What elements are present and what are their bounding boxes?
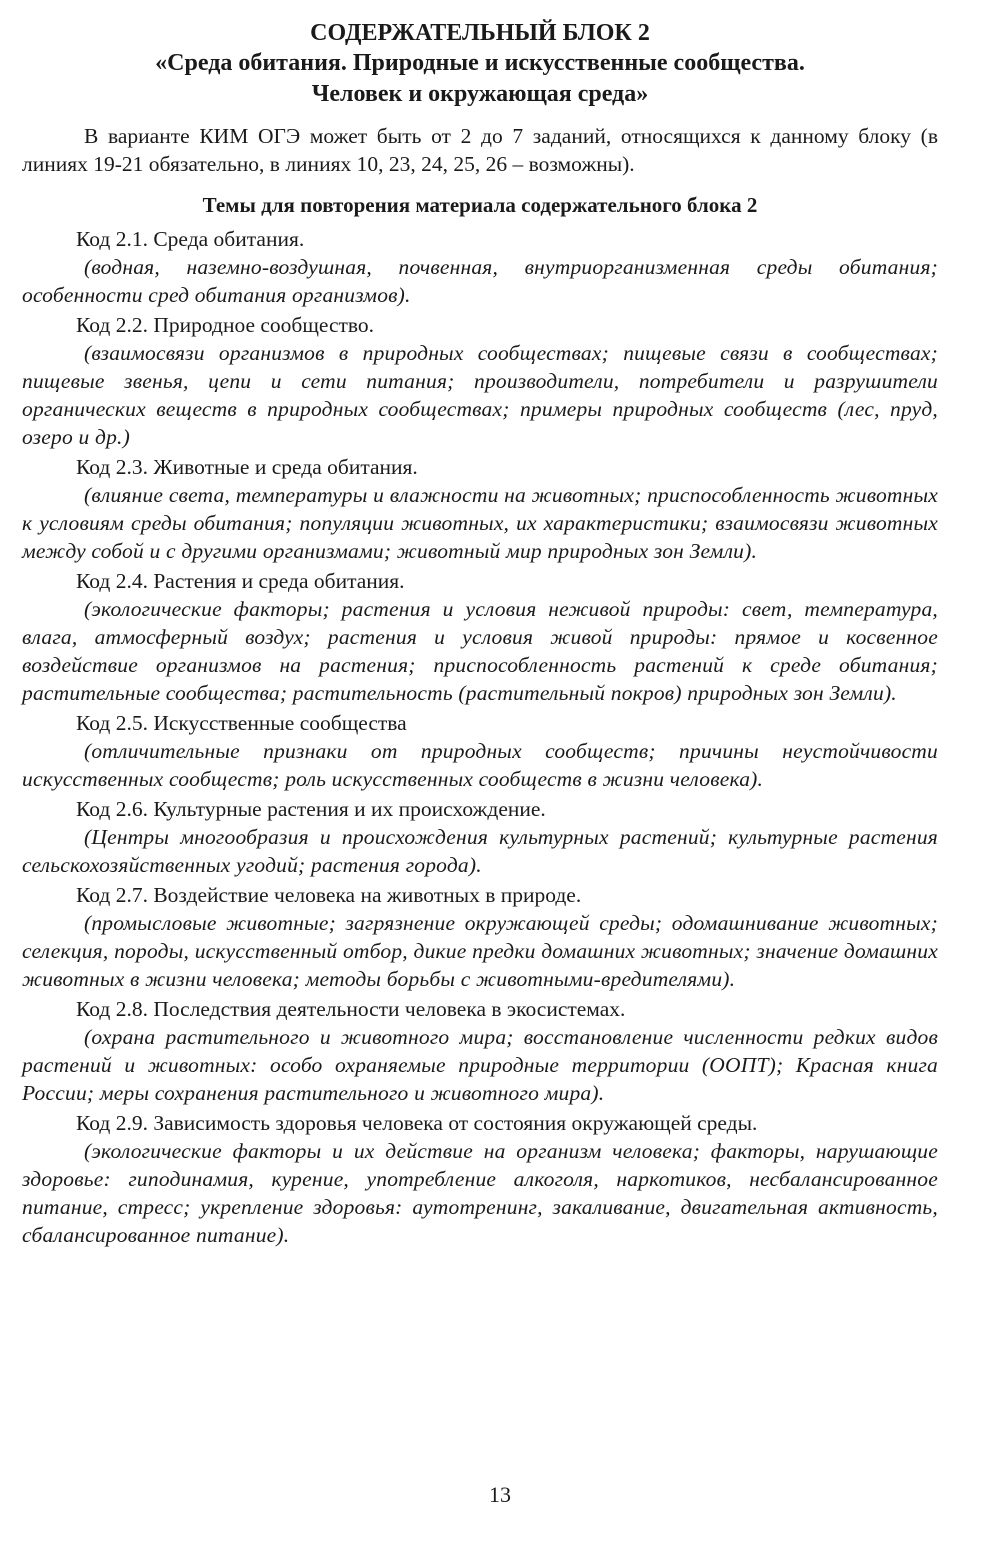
code-item-2-9 xyxy=(22,1109,938,1249)
block-title: СОДЕРЖАТЕЛЬНЫЙ БЛОК 2 xyxy=(310,20,650,46)
code-item-2-3 xyxy=(22,453,938,565)
document-page xyxy=(22,18,938,1251)
code-item-2-6 xyxy=(22,795,938,879)
code-title: Код 2.9. Зависимость здоровья человека от состояния окружающей среды. xyxy=(76,1111,758,1135)
code-title: Код 2.1. Среда обитания. xyxy=(76,227,305,251)
block-subtitle-line-1: «Среда обитания. Природные и искусственные сообщества. xyxy=(155,50,805,76)
code-description: (охрана растительного и животного мира; восстановление численности редких видов растений и животных: особо охраняемые природные территории (ООПТ); Красная книга России; меры сохранения растительного и животного мира). xyxy=(22,1025,938,1105)
code-description: (отличительные признаки от природных сообществ; причины неустойчивости искусственных сообществ; роль искусственных сообществ в жизни человека). xyxy=(22,739,938,791)
code-description: (Центры многообразия и происхождения культурных растений; культурные растения сельскохозяйственных угодий; растения города). xyxy=(22,825,938,877)
page-number: 13 xyxy=(489,1482,511,1507)
code-description: (взаимосвязи организмов в природных сообществах; пищевые связи в сообществах; пищевые звенья, цепи и сети питания; производители, потребители и разрушители органических веществ в природных сообществах; примеры природных сообществ (лес, пруд, озеро и др.) xyxy=(22,341,938,449)
code-item-2-7 xyxy=(22,881,938,993)
code-description: (водная, наземно-воздушная, почвенная, внутриорганизменная среды обитания; особенности сред обитания организмов). xyxy=(22,255,938,307)
code-item-2-8 xyxy=(22,995,938,1107)
code-title: Код 2.6. Культурные растения и их происхождение. xyxy=(76,797,546,821)
intro-paragraph: В варианте КИМ ОГЭ может быть от 2 до 7 заданий, относящихся к данному блоку (в линиях 19-21 обязательно, в линиях 10, 23, 24, 25, 26 – возможны). xyxy=(22,124,938,176)
code-item-2-1 xyxy=(22,225,938,309)
topics-heading: Темы для повторения материала содержательного блока 2 xyxy=(202,193,758,217)
code-description: (экологические факторы; растения и условия неживой природы: свет, температура, влага, атмосферный воздух; растения и условия живой природы: прямое и косвенное воздействие организмов на растения; приспособленность растений к среде обитания; растительные сообщества; растительность (растительный покров) природных зон Земли). xyxy=(22,597,938,705)
code-title: Код 2.7. Воздействие человека на животных в природе. xyxy=(76,883,582,907)
code-list xyxy=(22,225,938,1249)
code-item-2-5 xyxy=(22,709,938,793)
code-item-2-2 xyxy=(22,311,938,451)
code-title: Код 2.4. Растения и среда обитания. xyxy=(76,569,405,593)
code-title: Код 2.3. Животные и среда обитания. xyxy=(76,455,418,479)
code-title: Код 2.8. Последствия деятельности человека в экосистемах. xyxy=(76,997,626,1021)
code-item-2-4 xyxy=(22,567,938,707)
code-title: Код 2.5. Искусственные сообщества xyxy=(76,711,407,735)
code-description: (промысловые животные; загрязнение окружающей среды; одомашнивание животных; селекция, породы, искусственный отбор, дикие предки домашних животных; значение домашних животных в жизни человека; методы борьбы с животными-вредителями). xyxy=(22,911,938,991)
code-title: Код 2.2. Природное сообщество. xyxy=(76,313,375,337)
block-subtitle-line-2: Человек и окружающая среда» xyxy=(311,81,649,107)
code-description: (экологические факторы и их действие на организм человека; факторы, нарушающие здоровье: гиподинамия, курение, употребление алкоголя, наркотиков, несбалансированное питание, стресс; укрепление здоровья: аутотренинг, закаливание, двигательная активность, сбалансированное питание). xyxy=(22,1139,938,1247)
code-description: (влияние света, температуры и влажности на животных; приспособленность животных к условиям среды обитания; популяции животных, их характеристики; взаимосвязи животных между собой и с другими организмами; животный мир природных зон Земли). xyxy=(22,483,938,563)
